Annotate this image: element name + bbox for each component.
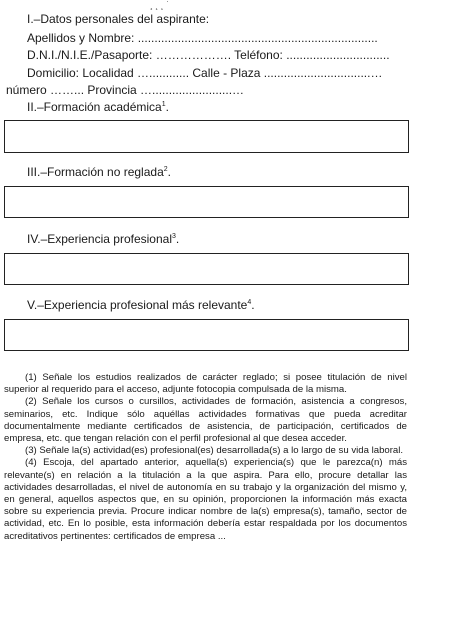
footnote-mark-1: 1 <box>161 101 166 108</box>
section2-heading: II.–Formación académica$^1$. <box>27 100 169 114</box>
apellidos-field: Apellidos y Nombre: ........................................................................ <box>27 31 378 45</box>
footnote-3: (3) Señale la(s) actividad(es) profesional(es) desarrollada(s) a lo largo de su vida laboral. <box>25 445 404 457</box>
experiencia-profesional-box <box>4 253 409 285</box>
footnote-mark-4: 4 <box>247 299 252 306</box>
section4-heading: IV.–Experiencia profesional$^3$. <box>27 232 180 246</box>
footnote-mark-2: 2 <box>163 166 168 173</box>
formacion-academica-box <box>4 120 409 153</box>
footnote-1: (1) Señale los estudios realizados de carácter reglado; si posee titulación de nivel superior al requerido para el acceso, adjunte fotocopia compulsada de la misma. <box>4 372 407 396</box>
footnotes <box>4 372 407 543</box>
section1-heading: I.–Datos personales del aspirante: <box>27 12 210 26</box>
section5-heading: V.–Experiencia profesional más relevante$^4$. <box>27 298 255 312</box>
formacion-no-reglada-box <box>4 186 409 218</box>
footnote-4: (4) Escoja, del apartado anterior, aquella(s) experiencia(s) que le parezca(n) más relevante(s) en relación a la titulación a la que aspira. Para ello, procure detallar las actividades desarrolladas, el nivel de autonomía en su trabajo y la organización del mismo y, en general, aquellos aspectos que, en su opinión, proporcionen la información más exacta sobre su experiencia previa. Procure indicar nombre de la(s) empresa(s), tamaño, sector de actividad, etc. En lo posible, esta información debería estar respaldada por los documentos acreditativos pertinentes: certificados de empresa ... <box>4 457 407 542</box>
dni-telefono-field: D.N.I./N.I.E./Pasaporte: ………………. Teléfono: ............................... <box>27 48 390 62</box>
footnote-mark-3: 3 <box>171 233 176 240</box>
clipped-header-fragment: ¸ ˛ ˛ ˙ <box>150 0 170 10</box>
experiencia-relevante-box <box>4 319 409 351</box>
section3-heading: III.–Formación no reglada$^2$. <box>27 165 171 179</box>
domicilio-field: Domicilio: Localidad …............ Calle - Plaza ................................… <box>27 66 383 80</box>
footnote-2: (2) Señale los cursos o cursillos, actividades de formación, asistencia a congresos, seminarios, etc. Indique sólo aquéllas actividades formativas que pueda acreditar documentalmente mediante certificados de asistencia, de participación, certificados de empresa, etc. que tengan relación con el perfil profesional al que desea acceder. <box>4 396 407 445</box>
numero-provincia-field: número ……... Provincia …........................… <box>6 83 245 97</box>
